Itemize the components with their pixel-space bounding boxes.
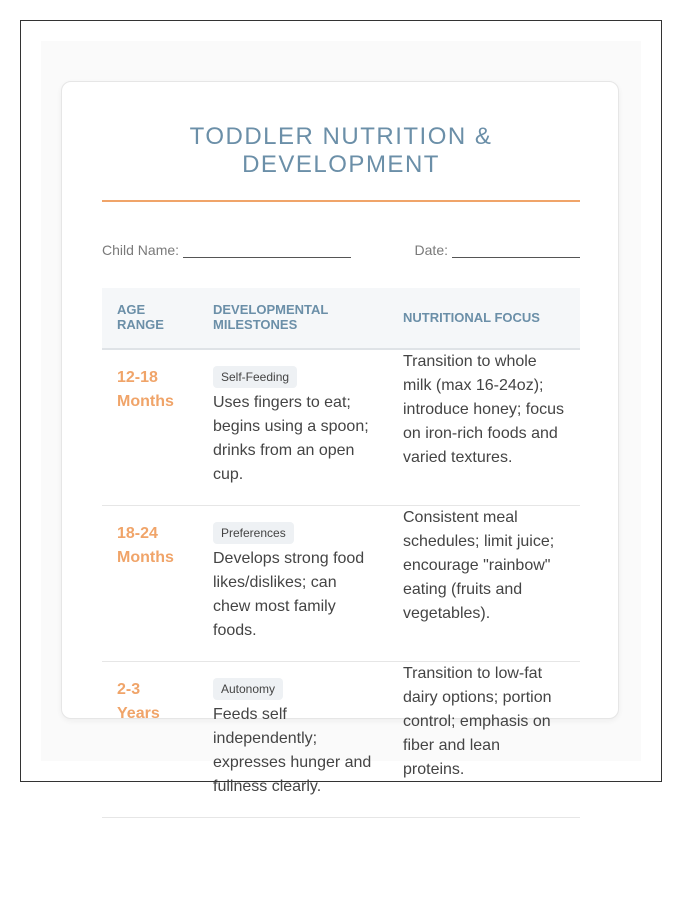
child-name-label: Child Name: [102, 242, 180, 258]
document-card [61, 81, 619, 795]
table-row [102, 506, 580, 662]
form-fields [102, 242, 580, 258]
table-row [102, 349, 580, 506]
table-header-row [102, 288, 580, 349]
milestone-text: Uses fingers to eat; begins using a spoon; drinks from an open cup. [213, 394, 369, 483]
nutrition-focus-cell: Transition to whole milk (max 16-24oz); introduce honey; focus on iron-rich foods and varied textures. [388, 349, 580, 506]
table-row [102, 662, 580, 818]
title-divider [102, 200, 580, 202]
age-range-cell: 12-18 Months [102, 349, 198, 506]
header-milestones: DEVELOPMENTAL MILESTONES [198, 288, 388, 349]
milestone-tag: Autonomy [213, 678, 283, 700]
milestone-text: Feeds self independently; expresses hunger and fullness clearly. [213, 706, 372, 795]
child-name-blank[interactable] [183, 243, 351, 258]
milestone-text: Develops strong food likes/dislikes; can chew most family foods. [213, 550, 365, 639]
page-container [20, 20, 660, 795]
milestone-cell [198, 662, 388, 818]
document-content [102, 122, 580, 818]
nutrition-focus-cell: Transition to low-fat dairy options; portion control; emphasis on fiber and lean proteins. [388, 662, 580, 818]
header-nutritional-focus: NUTRITIONAL FOCUS [388, 288, 580, 349]
date-label: Date: [414, 242, 448, 258]
date-field [415, 242, 580, 258]
date-blank[interactable] [452, 243, 580, 258]
child-name-field [102, 242, 351, 258]
age-range-cell: 18-24 Months [102, 506, 198, 662]
nutrition-focus-cell: Consistent meal schedules; limit juice; encourage "rainbow" eating (fruits and vegetables). [388, 506, 580, 662]
milestone-cell [198, 506, 388, 662]
page-title: TODDLER NUTRITION & DEVELOPMENT [189, 123, 493, 178]
milestone-tag: Preferences [213, 522, 294, 544]
milestone-cell [198, 349, 388, 506]
age-range-cell: 2-3 Years [102, 662, 198, 818]
header-age-range: AGE RANGE [102, 288, 198, 349]
milestone-tag: Self-Feeding [213, 366, 297, 388]
nutrition-table [102, 288, 580, 818]
